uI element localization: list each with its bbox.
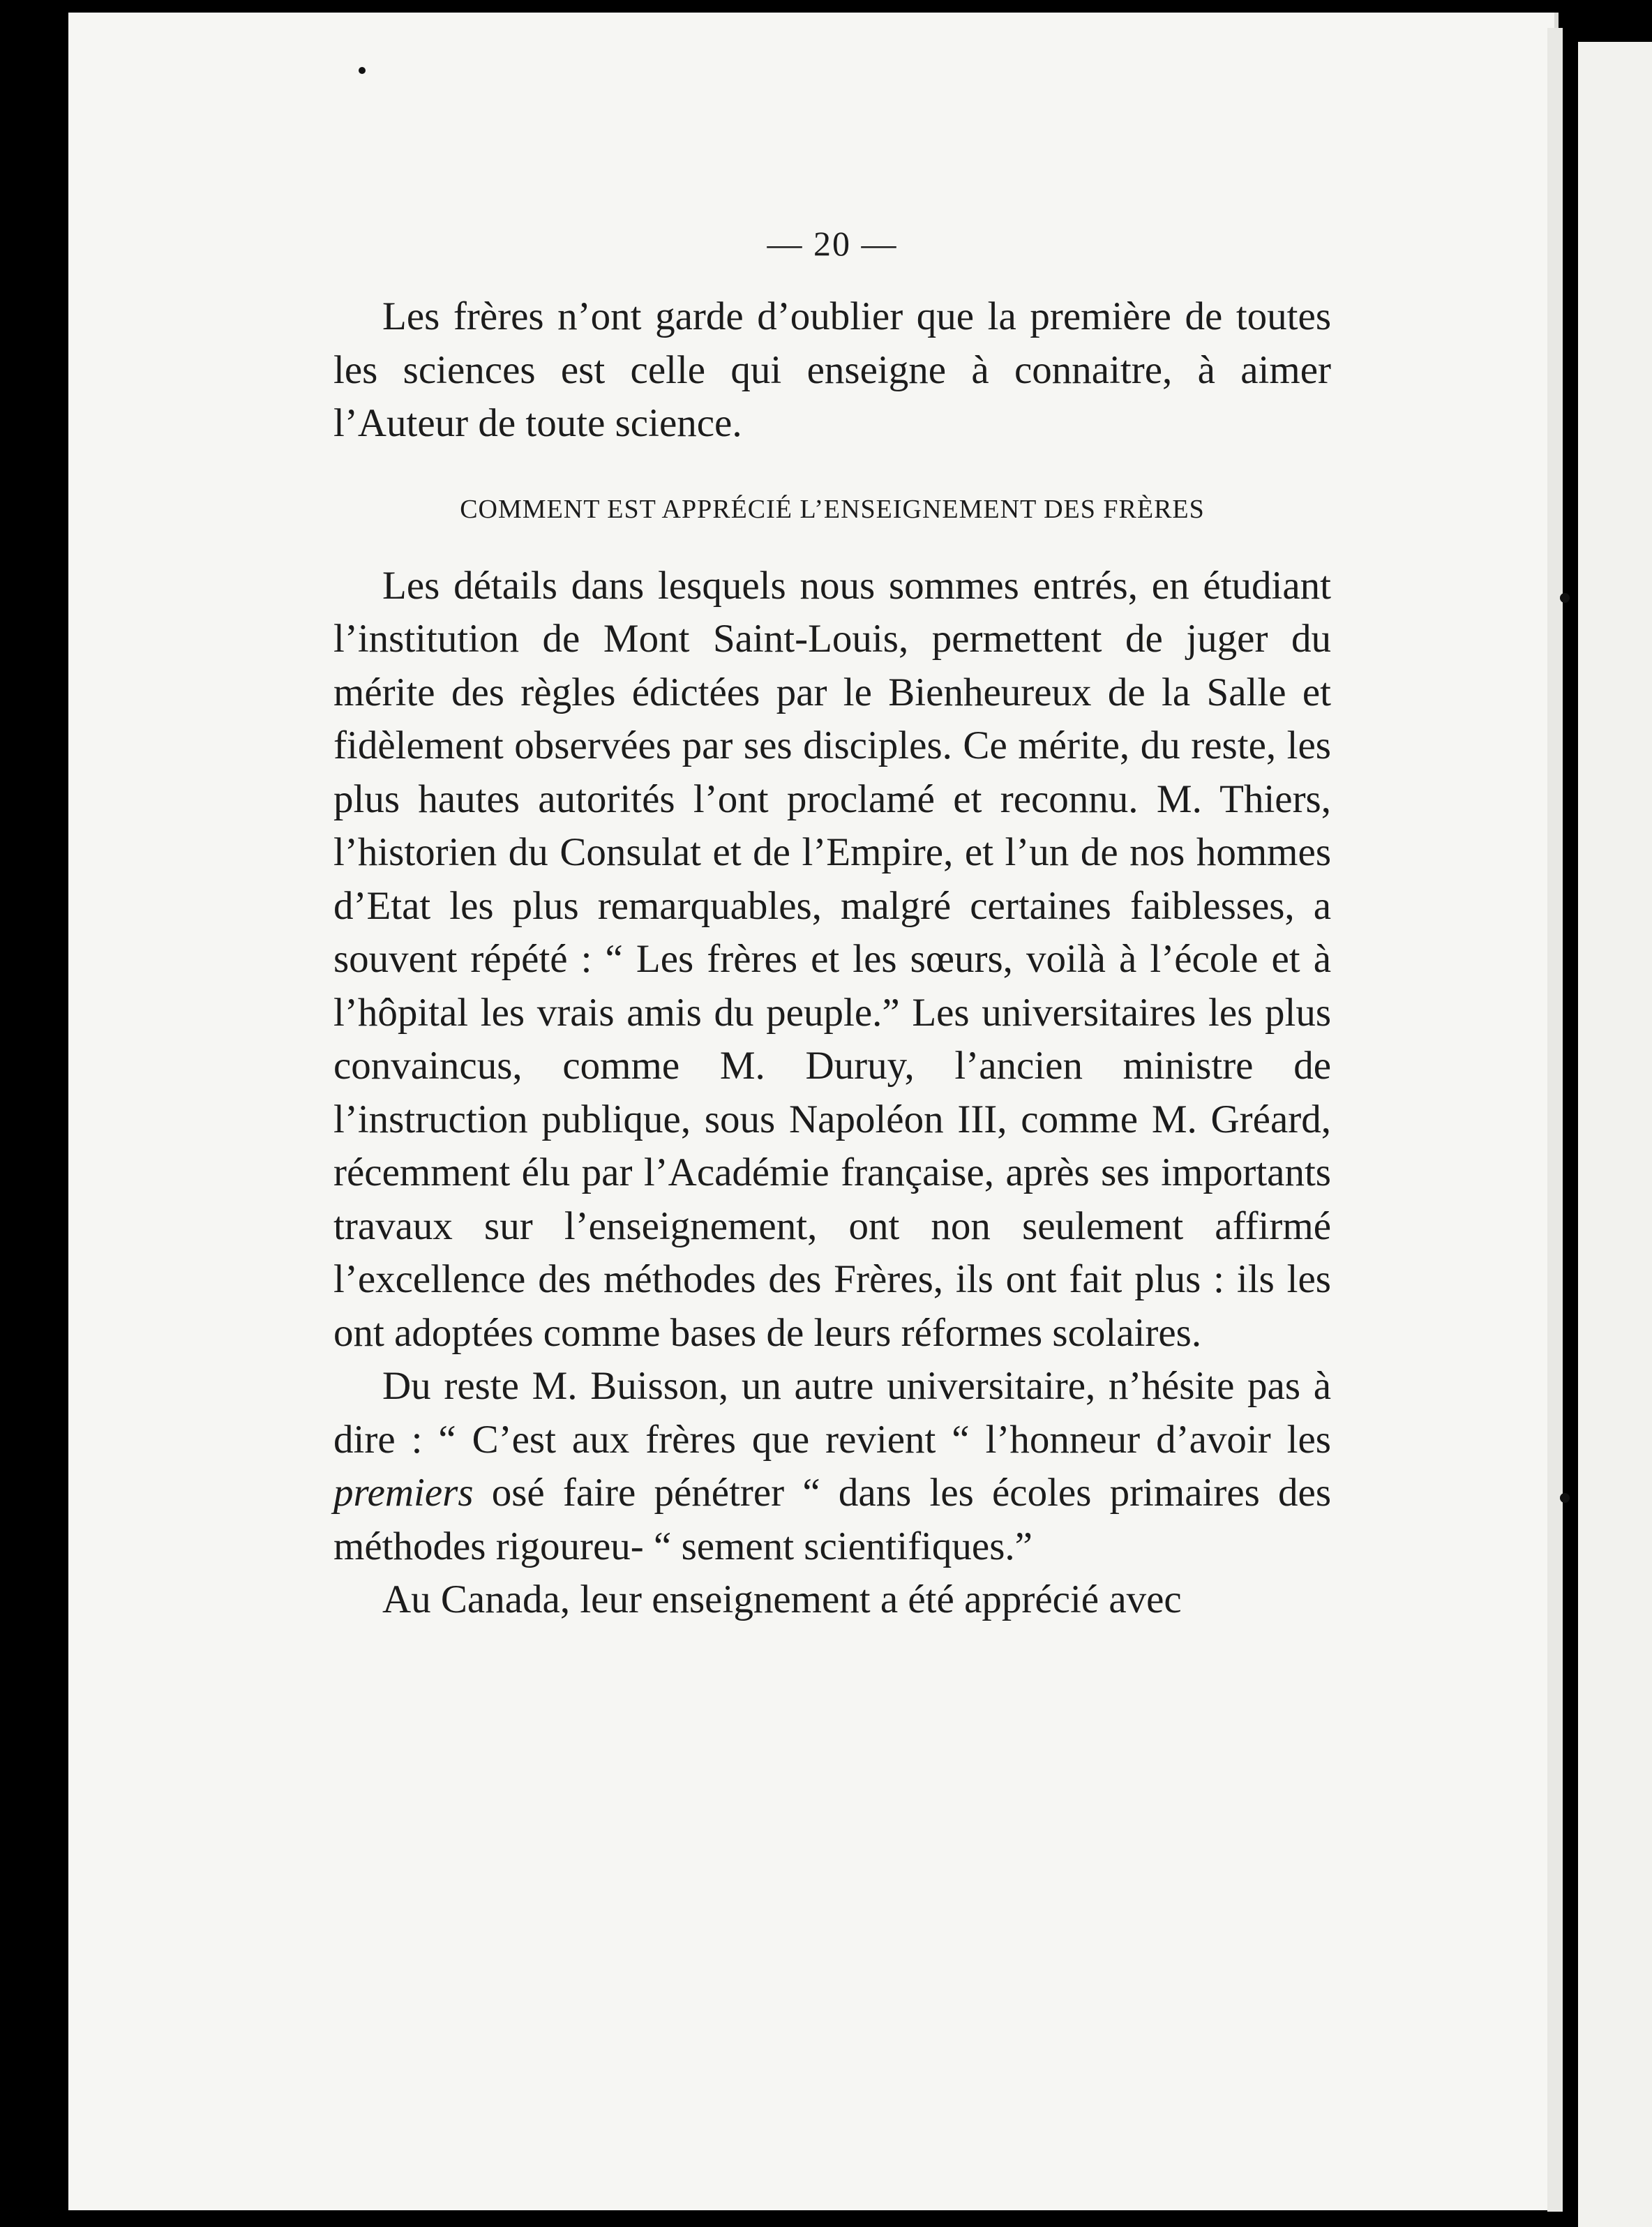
paragraph: Les détails dans lesquels nous sommes entrés, en étudiant l’institution de Mont Saint-Louis, permettent de juger du mérite des règles édictées par le Bienheureux de la Salle et fidèlement observées par ses disciples. Ce mérite, du reste, les plus hautes autorités l’ont proclamé et reconnu. M. Thiers, l’historien du Consulat et de l’Empire, et l’un de nos hommes d’Etat les plus remarquables, malgré certaines faiblesses, a souvent répété : “ Les frères et les sœurs, voilà à l’école et à l’hôpital les vrais amis du peuple.” Les universitaires les plus convaincus, comme M. Duruy, l’ancien ministre de l’instruction publique, sous Napoléon III, comme M. Gréard, récemment élu par l’Académie française, après ses importants travaux sur l’enseignement, ont non seulement affirmé l’excellence des méthodes des Frères, ils ont fait plus : ils les ont adoptées comme bases de leurs réformes scolaires. — [333, 563, 1331, 1355]
section-heading: COMMENT EST APPRÉCIÉ L’ENSEIGNEMENT DES FRÈRES — [460, 494, 1205, 524]
page-fold-shadow — [1547, 28, 1563, 2212]
page-number: — 20 — — [767, 224, 898, 263]
adjacent-page-edge — [1578, 42, 1652, 2227]
paragraph: Les frères n’ont garde d’oublier que la première de toutes les sciences est celle qui enseigne à connaitre, à aimer l’Auteur de toute science. — [333, 294, 1331, 445]
binding-mark — [1560, 1493, 1570, 1503]
paragraph-text: Du reste M. Buisson, un autre universitaire, n’hésite pas à dire : “ C’est aux frères que revient “ l’honneur d’avoir les — [333, 1364, 1331, 1462]
paragraph-text: osé faire pénétrer “ dans les écoles primaires des méthodes rigoureu- “ sement scientifiques.” — [333, 1471, 1331, 1568]
emphasized-word: premiers — [333, 1471, 474, 1515]
paragraph — [333, 1360, 1331, 1573]
paragraph: Au Canada, leur enseignement a été apprécié avec — [382, 1577, 1182, 1621]
binding-mark — [359, 67, 366, 74]
page-text — [333, 223, 1331, 1627]
binding-mark — [1560, 593, 1570, 603]
